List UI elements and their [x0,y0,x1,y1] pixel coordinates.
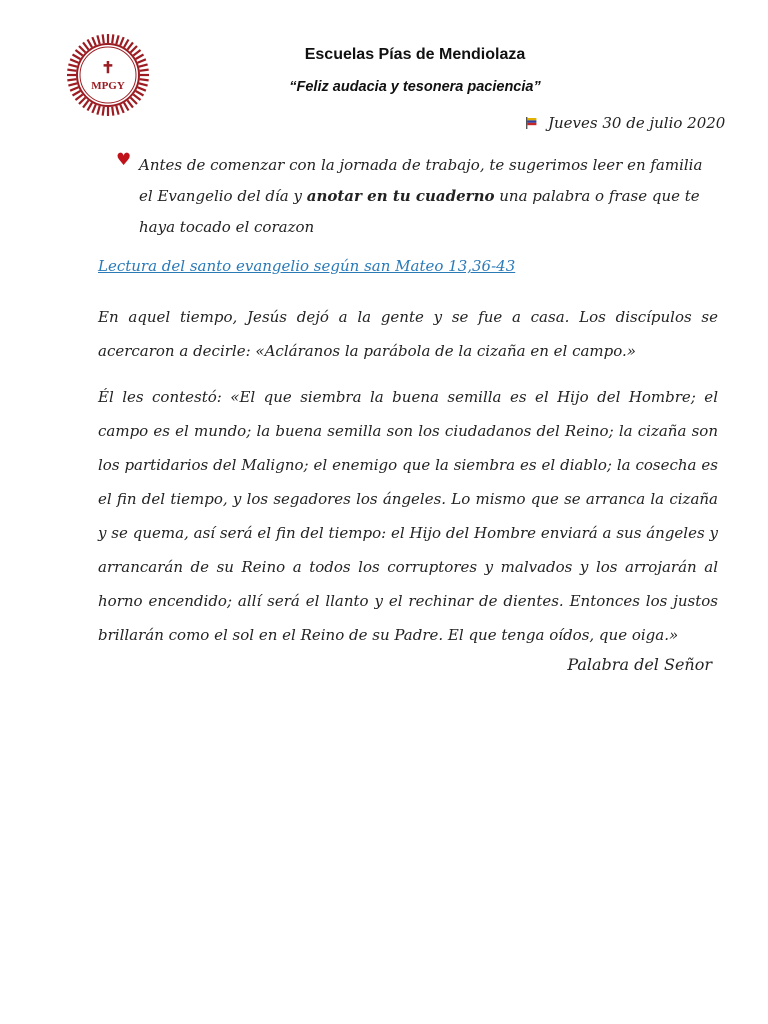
intro-text-after: una palabra o frase que te haya tocado el corazon [139,187,700,236]
intro-text-before: Antes de comenzar con la jornada de trabajo, te sugerimos leer en familia el Evangelio del día y [139,156,703,205]
reading-paragraph: En aquel tiempo, Jesús dejó a la gente y se fue a casa. Los discípulos se acercaron a decirle: «Acláranos la parábola de la cizaña en el campo.» [98,308,718,360]
school-seal-icon [66,33,150,117]
logo-lettering: MPGY [91,80,125,92]
intro-text [118,150,718,243]
school-motto: “Feliz audacia y tesonera paciencia” [289,79,541,95]
intro-block [118,150,718,243]
reading-title-link[interactable]: Lectura del santo evangelio según san Mateo 13,36-43 [98,257,516,275]
date-row [524,112,725,134]
school-name: Escuelas Pías de Mendiolaza [304,46,526,63]
reading-paragraph: Él les contestó: «El que siembra la buena semilla es el Hijo del Hombre; el campo es el mundo; la buena semilla son los ciudadanos del Reino; la cizaña son los partidarios del Maligno; el enemigo que la siembra es el diablo; la cosecha es el fin del tiempo, y los segadores los ángeles. Lo mismo que se arranca la cizaña y se quema, así será el fin del tiempo: el Hijo del Hombre enviará a sus ángeles y arrancarán de su Reino a todos los corruptores y malvados y los arrojarán al horno encendido; allí será el llanto y el rechinar de dientes. Entonces los justos brillarán como el sol en el Reino de su Padre. El que tenga oídos, que oiga.» [98,388,718,644]
svg-text:✝: ✝ [101,58,115,77]
closing-text: Palabra del Señor [567,655,712,674]
heart-icon: ♥ [116,150,132,170]
intro-text-bold: anotar en tu cuaderno [306,187,495,205]
date-text: Jueves 30 de julio 2020 [548,114,726,132]
flag-icon [524,116,538,130]
